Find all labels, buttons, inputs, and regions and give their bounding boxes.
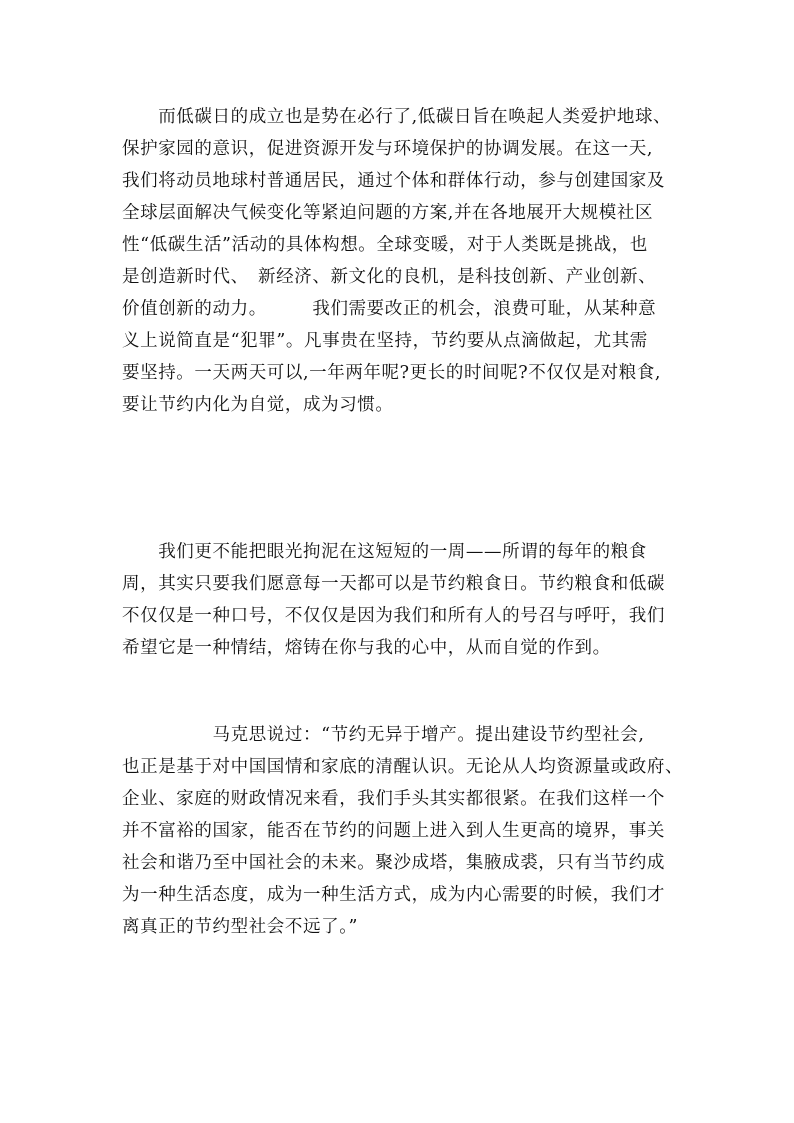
text-line: 性“低碳生活”活动的具体构想。全球变暖，对于人类既是挑战，也 bbox=[122, 235, 648, 255]
text-line: 要让节约内化为自觉，成为习惯。 bbox=[122, 395, 394, 415]
text-line: 周，其实只要我们愿意每一天都可以是节约粮食日。节约粮食和低碳 bbox=[122, 574, 665, 594]
text-line: 价值创新的动力。 我们需要改正的机会，浪费可耻，从某种意 bbox=[122, 299, 657, 319]
text-line: 社会和谐乃至中国社会的未来。聚沙成塔，集腋成裘，只有当节约成 bbox=[122, 853, 665, 873]
text-line: 希望它是一种情结，熔铸在你与我的心中，从而自觉的作到。 bbox=[122, 638, 611, 658]
text-line: 离真正的节约型社会不远了。” bbox=[122, 917, 359, 937]
text-line: 为一种生活态度，成为一种生活方式，成为内心需要的时候，我们才 bbox=[122, 885, 665, 905]
text-line: 企业、家庭的财政情况来看，我们手头其实都很紧。在我们这样一个 bbox=[122, 789, 665, 809]
text-line: 也正是基于对中国国情和家底的清醒认识。无论从人均资源量或政府、 bbox=[122, 757, 684, 777]
text-line: 我们将动员地球村普通居民，通过个体和群体行动，参与创建国家及 bbox=[122, 171, 665, 191]
text-line: 要坚持。一天两天可以,一年两年呢?更长的时间呢?不仅仅是对粮食, bbox=[122, 363, 662, 383]
text-line: 并不富裕的国家，能否在节约的问题上进入到人生更高的境界，事关 bbox=[122, 821, 665, 841]
text-line: 我们更不能把眼光拘泥在这短短的一周——所谓的每年的粮食 bbox=[122, 542, 647, 562]
text-line: 马克思说过：“节约无异于增产。提出建设节约型社会, bbox=[122, 725, 645, 745]
text-line: 保护家园的意识，促进资源开发与环境保护的协调发展。在这一天, bbox=[122, 139, 654, 159]
text-line: 义上说简直是“犯罪”。凡事贵在坚持，节约要从点滴做起，尤其需 bbox=[122, 331, 648, 351]
paragraph-low-carbon-day bbox=[122, 101, 682, 421]
text-line: 不仅仅是一种口号，不仅仅是因为我们和所有人的号召与呼吁，我们 bbox=[122, 606, 665, 626]
text-line: 全球层面解决气候变化等紧迫问题的方案,并在各地展开大规模社区 bbox=[122, 203, 654, 223]
paragraph-marx-quote bbox=[122, 719, 682, 943]
text-line: 而低碳日的成立也是势在必行了,低碳日旨在唤起人类爱护地球、 bbox=[122, 107, 672, 127]
text-line: 是创造新时代、 新经济、新文化的良机，是科技创新、产业创新、 bbox=[122, 267, 657, 287]
paragraph-food-saving-week bbox=[122, 536, 682, 664]
